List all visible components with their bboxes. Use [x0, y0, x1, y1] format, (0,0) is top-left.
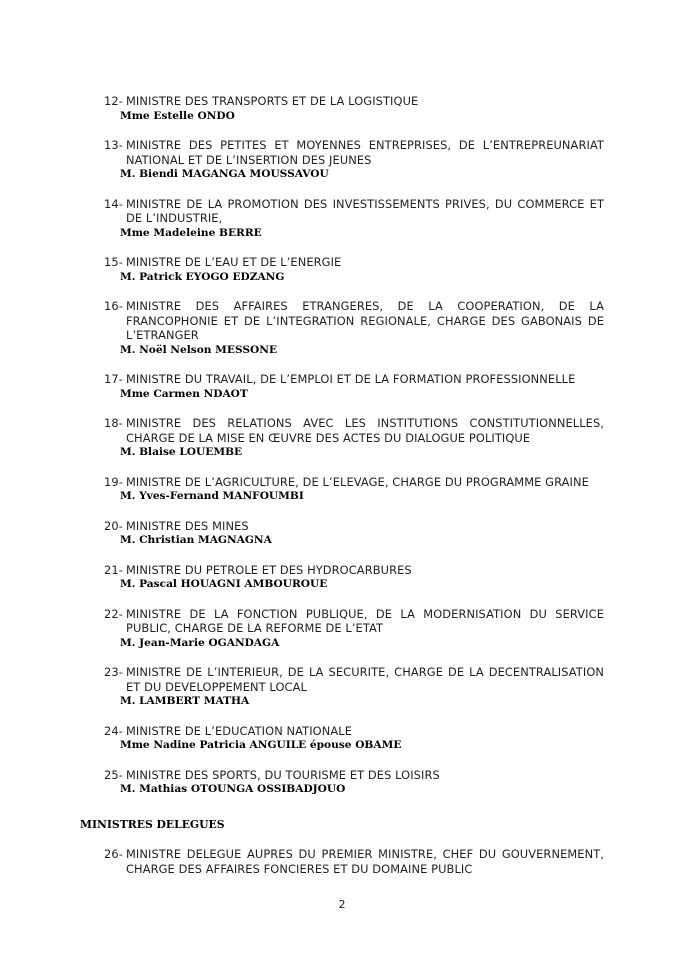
minister-name: M. Christian MAGNAGNA — [120, 534, 272, 546]
ministry-title: MINISTRE DES MINES — [126, 518, 249, 533]
minister-name: M. Yves-Fernand MANFOUMBI — [120, 490, 304, 502]
item-number: 19- — [104, 474, 123, 489]
item-number: 14- — [104, 196, 123, 211]
item-number: 13- — [104, 138, 123, 152]
ministry-title: MINISTRE DELEGUE AUPRES DU PREMIER MINISTRE, CHEF DU GOUVERNEMENT, CHARGE DES AFFAIRES FONCIERES ET DU DOMAINE PUBLIC — [126, 847, 604, 876]
section-heading: MINISTRES DELEGUES — [80, 818, 225, 831]
item-number: 17- — [104, 372, 123, 386]
ministry-title: MINISTRE DU TRAVAIL, DE L’EMPLOI ET DE LA FORMATION PROFESSIONNELLE — [126, 372, 576, 386]
item-number: 24- — [104, 723, 123, 738]
minister-name: Mme Madeleine BERRE — [120, 226, 262, 239]
list-item — [104, 607, 604, 650]
list-item — [104, 372, 604, 401]
list-item — [104, 768, 604, 797]
ministry-title: MINISTRE DE L’AGRICULTURE, DE L’ELEVAGE, CHARGE DU PROGRAMME GRAINE — [126, 474, 589, 489]
item-number: 25- — [104, 767, 123, 782]
minister-name: M. LAMBERT MATHA — [120, 695, 250, 707]
item-number: 22- — [104, 606, 123, 621]
ministers-list — [104, 94, 604, 812]
list-item — [104, 255, 604, 284]
minister-name: M. Mathias OTOUNGA OSSIBADJOUO — [120, 783, 346, 795]
ministry-title: MINISTRE DES AFFAIRES ETRANGERES, DE LA COOPERATION, DE LA FRANCOPHONIE ET DE L’INTEGRATION REGIONALE, CHARGE DES GABONAIS DE L’ETRANGER — [126, 299, 604, 342]
item-number: 20- — [104, 518, 123, 533]
ministry-title: MINISTRE DES SPORTS, DU TOURISME ET DES LOISIRS — [126, 767, 440, 782]
list-item — [104, 197, 604, 240]
minister-name: M. Blaise LOUEMBE — [120, 446, 243, 458]
list-item — [104, 724, 604, 753]
list-item — [104, 475, 604, 504]
item-number: 21- — [104, 562, 123, 577]
minister-name: M. Jean-Marie OGANDAGA — [120, 636, 280, 649]
list-item — [104, 94, 604, 123]
ministry-title: MINISTRE DE L’EAU ET DE L’ENERGIE — [126, 255, 342, 269]
minister-name: Mme Nadine Patricia ANGUILE épouse OBAME — [120, 739, 402, 751]
item-number: 16- — [104, 299, 123, 313]
ministry-title: MINISTRE DE L’EDUCATION NATIONALE — [126, 723, 352, 738]
list-item — [104, 665, 604, 708]
list-item — [104, 847, 604, 876]
list-item — [104, 519, 604, 548]
minister-name: Mme Carmen NDAOT — [120, 387, 248, 400]
ministry-title: MINISTRE DES PETITES ET MOYENNES ENTREPRISES, DE L’ENTREPREUNARIAT NATIONAL ET DE L’INSERTION DES JEUNES — [126, 138, 604, 167]
delegates-list — [104, 847, 604, 892]
item-number: 15- — [104, 255, 123, 269]
ministry-title: MINISTRE DES RELATIONS AVEC LES INSTITUTIONS CONSTITUTIONNELLES, CHARGE DE LA MISE EN ŒUVRE DES ACTES DU DIALOGUE POLITIQUE — [126, 416, 604, 445]
item-number: 23- — [104, 665, 123, 679]
minister-name: M. Noël Nelson MESSONE — [120, 343, 278, 356]
minister-name: M. Patrick EYOGO EDZANG — [120, 270, 285, 283]
ministry-title: MINISTRE DE LA PROMOTION DES INVESTISSEMENTS PRIVES, DU COMMERCE ET DE L’INDUSTRIE, — [126, 196, 604, 225]
item-number: 18- — [104, 416, 123, 430]
page-number: 2 — [338, 898, 346, 911]
minister-name: M. Biendi MAGANGA MOUSSAVOU — [120, 168, 329, 180]
list-item — [104, 138, 604, 181]
list-item — [104, 563, 604, 592]
ministry-title: MINISTRE DE L’INTERIEUR, DE LA SECURITE, CHARGE DE LA DECENTRALISATION ET DU DEVELOPPEMENT LOCAL — [126, 665, 604, 694]
ministry-title: MINISTRE DES TRANSPORTS ET DE LA LOGISTIQUE — [126, 94, 419, 108]
minister-name: M. Pascal HOUAGNI AMBOUROUE — [120, 578, 328, 590]
item-number: 26- — [104, 847, 123, 861]
minister-name: Mme Estelle ONDO — [120, 109, 235, 122]
ministry-title: MINISTRE DE LA FONCTION PUBLIQUE, DE LA MODERNISATION DU SERVICE PUBLIC, CHARGE DE LA REFORME DE L’ETAT — [126, 606, 604, 635]
ministry-title: MINISTRE DU PETROLE ET DES HYDROCARBURES — [126, 562, 412, 577]
item-number: 12- — [104, 94, 123, 108]
list-item — [104, 299, 604, 357]
list-item — [104, 416, 604, 459]
